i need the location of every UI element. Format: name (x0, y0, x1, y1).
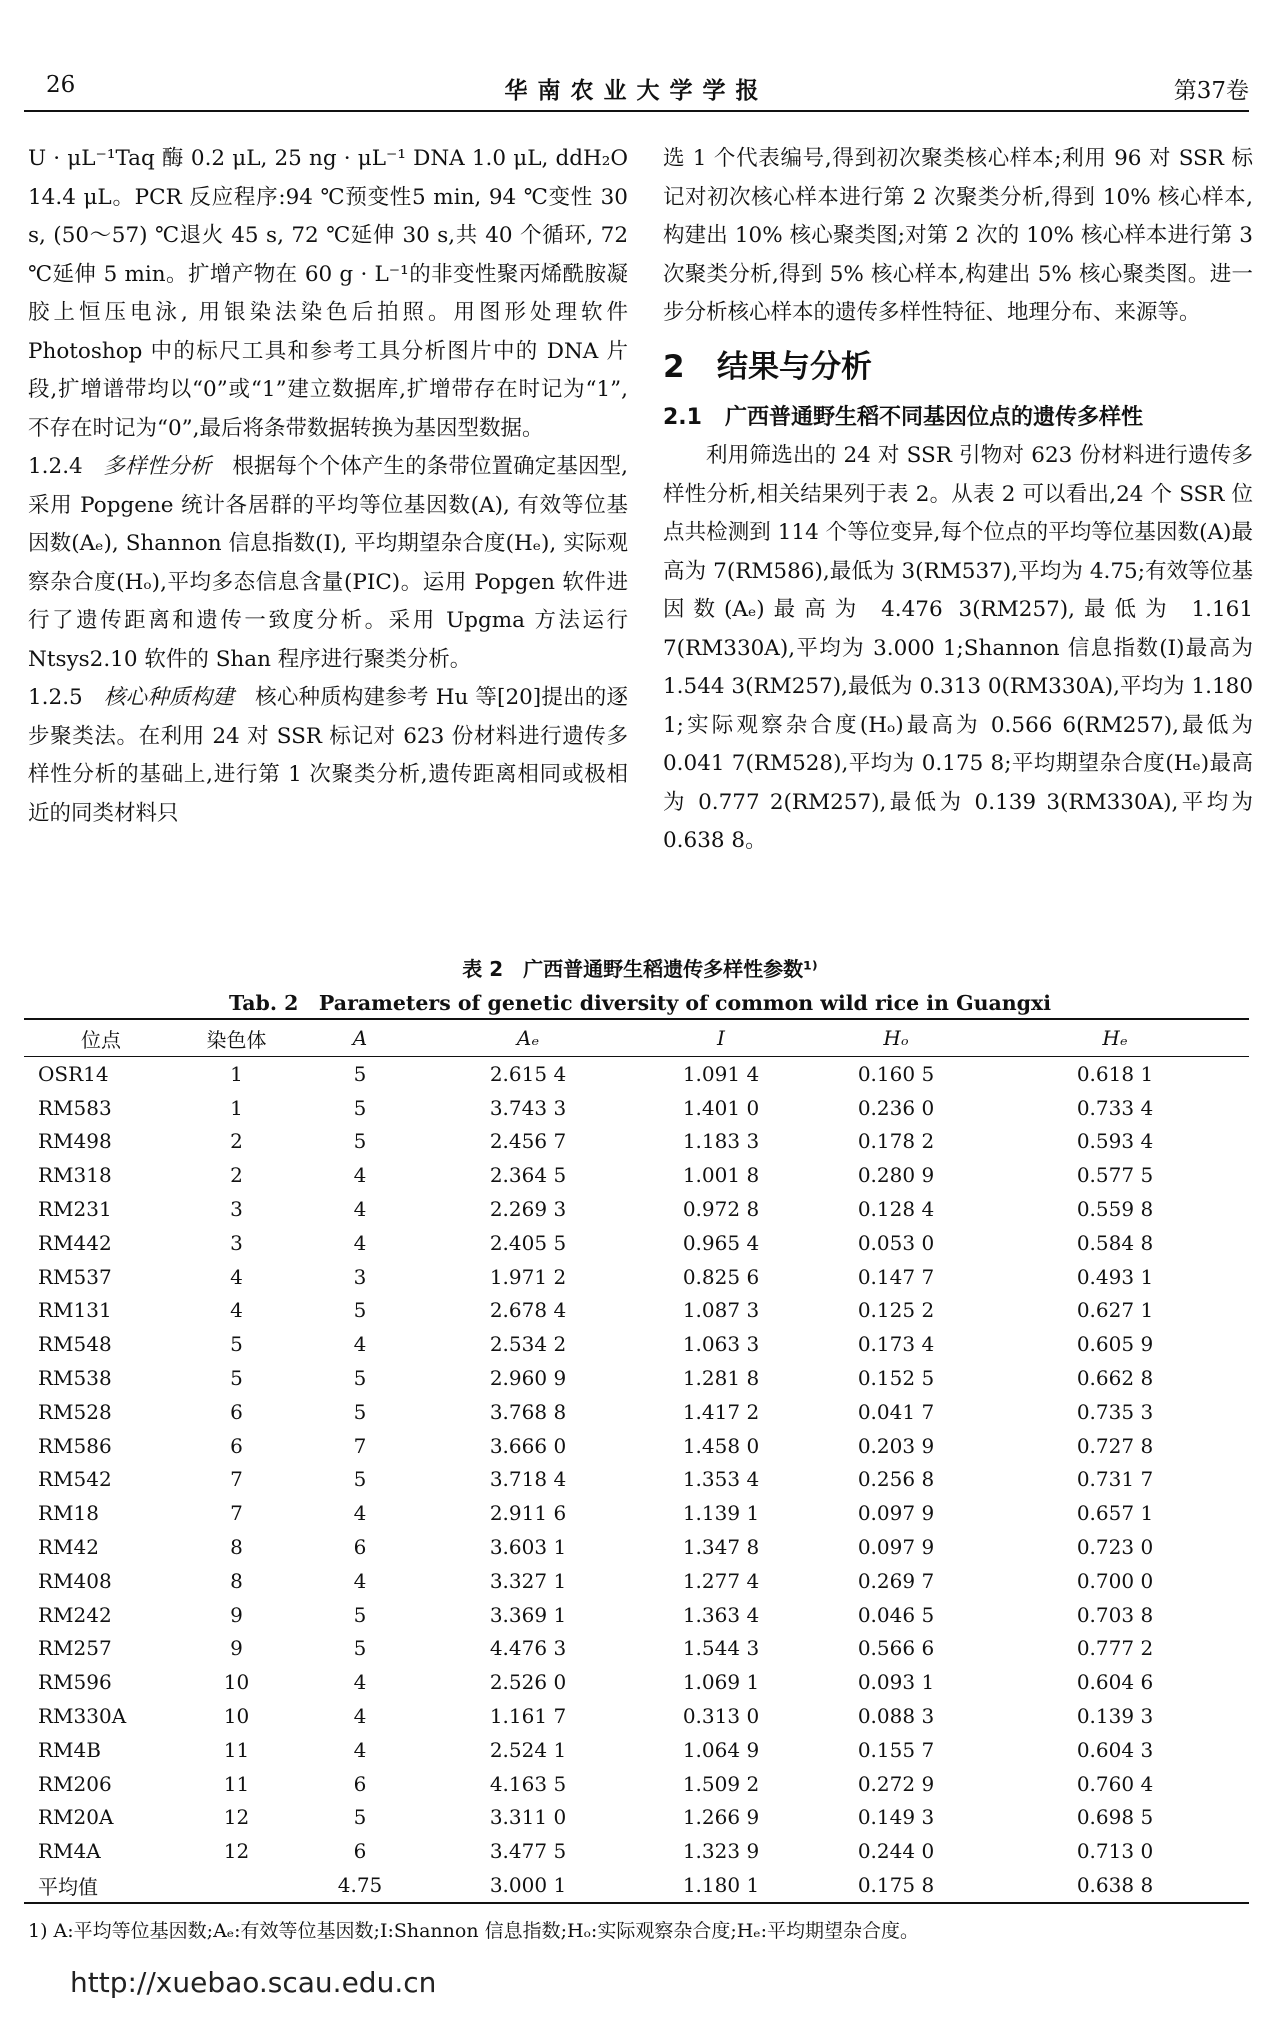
table-cell: 1.180 1 (682, 1873, 760, 1898)
table-cell: RM257 (38, 1636, 112, 1661)
table-cell: 1.183 3 (682, 1129, 760, 1154)
section-2-heading (663, 347, 1253, 387)
table-cell: 0.236 0 (857, 1095, 935, 1120)
table-cell: 4 (353, 1737, 367, 1762)
table-cell: 0.203 9 (857, 1433, 935, 1458)
table-row (24, 1192, 1249, 1226)
table-cell: 0.097 9 (857, 1535, 935, 1560)
table-cell: 0.657 1 (1076, 1501, 1154, 1526)
table-row (24, 1226, 1249, 1260)
table-cell: 4.163 5 (489, 1771, 567, 1796)
table-cell: 0.662 8 (1076, 1366, 1154, 1391)
table-cell: 7 (230, 1501, 243, 1526)
table-row (24, 1868, 1249, 1903)
table-cell: 1.417 2 (682, 1399, 760, 1424)
table-row (24, 1530, 1249, 1564)
table-row (24, 1158, 1249, 1192)
table-row (24, 1496, 1249, 1530)
table-cell: RM408 (38, 1568, 112, 1593)
table-cell: RM538 (38, 1366, 112, 1391)
table-cell: 4.75 (337, 1873, 383, 1898)
table-cell: 3.666 0 (489, 1433, 567, 1458)
section-1-2-5 (28, 679, 628, 833)
table-cell: 0.097 9 (857, 1501, 935, 1526)
table-cell: 0.723 0 (1076, 1535, 1154, 1560)
table-cell: 5 (230, 1332, 243, 1357)
table-cell: 3 (230, 1230, 243, 1255)
section-number: 2 (663, 348, 685, 385)
table-cell: 3.477 5 (489, 1839, 567, 1864)
table-cell: 6 (230, 1399, 243, 1424)
table-row (24, 1057, 1249, 1091)
table-cell: 2 (230, 1129, 243, 1154)
table-cell: 0.175 8 (857, 1873, 935, 1898)
table-cell: 1.277 4 (682, 1568, 760, 1593)
section-number: 1.2.5 (28, 685, 83, 710)
col-header-i: I (717, 1026, 725, 1050)
table-cell: 1.544 3 (682, 1636, 760, 1661)
table-cell: 0.733 4 (1076, 1095, 1154, 1120)
table-cell: 0.965 4 (682, 1230, 760, 1255)
table-cell: 0.731 7 (1076, 1467, 1154, 1492)
table-cell: OSR14 (38, 1061, 109, 1086)
col-header-chromosome: 染色体 (206, 1027, 267, 1052)
table-row (24, 1564, 1249, 1598)
table-cell: 2.678 4 (489, 1298, 567, 1323)
table-cell: 0.713 0 (1076, 1839, 1154, 1864)
table-cell: RM586 (38, 1433, 112, 1458)
table-cell: 2.526 0 (489, 1670, 567, 1695)
table-body (24, 1057, 1249, 1903)
table-cell: RM528 (38, 1399, 112, 1424)
col-header-a: A (352, 1026, 368, 1050)
table-cell: 0.269 7 (857, 1568, 935, 1593)
table-cell: 9 (230, 1636, 243, 1661)
table-cell: RM318 (38, 1163, 112, 1188)
subsection-title: 广西普通野生稻不同基因位点的遗传多样性 (724, 404, 1143, 430)
table-cell: 3.000 1 (489, 1873, 567, 1898)
table-cell: RM42 (38, 1535, 99, 1560)
table-cell: RM242 (38, 1602, 112, 1627)
col-header-he: Hₑ (1102, 1026, 1128, 1050)
table-title-en: Tab. 2 Parameters of genetic diversity of common wild rice in Guangxi (228, 991, 1052, 1015)
table-cell: RM4B (38, 1737, 101, 1762)
table-row (24, 1327, 1249, 1361)
col-header-ae: Aₑ (516, 1026, 540, 1050)
table-cell: 4 (353, 1197, 367, 1222)
left-column (28, 140, 628, 833)
table-row (24, 1598, 1249, 1632)
table-cell: 9 (230, 1602, 243, 1627)
table-cell: RM20A (38, 1805, 114, 1830)
table-cell: 4 (353, 1501, 367, 1526)
table-cell: 8 (230, 1535, 243, 1560)
table-cell: 0.698 5 (1076, 1805, 1154, 1830)
table-cell: 0.160 5 (857, 1061, 935, 1086)
table-cell: 0.593 4 (1076, 1129, 1154, 1154)
table-cell: 0.760 4 (1076, 1771, 1154, 1796)
table-row (24, 1463, 1249, 1497)
table-cell: 1.353 4 (682, 1467, 760, 1492)
table-cell: 4 (353, 1670, 367, 1695)
table-cell: 3.369 1 (489, 1602, 567, 1627)
table-cell: 1.139 1 (682, 1501, 760, 1526)
table-cell: RM18 (38, 1501, 99, 1526)
table-row (24, 1429, 1249, 1463)
table-cell: 0.972 8 (682, 1197, 760, 1222)
table-cell: 0.272 9 (857, 1771, 935, 1796)
table-cell: 0.735 3 (1076, 1399, 1154, 1424)
table-cell: RM442 (38, 1230, 112, 1255)
table-cell: 平均值 (38, 1874, 98, 1899)
table-cell: 0.147 7 (857, 1264, 935, 1289)
section-text: 核心种质构建参考 Hu 等[20]提出的逐步聚类法。在利用 24 对 SSR 标记对 623 份材料进行遗传多样性分析的基础上,进行第 1 次聚类分析,遗传距离相同或极相近的同类材料只 (28, 685, 628, 826)
table-row (24, 1125, 1249, 1159)
header-rule (24, 110, 1249, 112)
table-cell: 0.584 8 (1076, 1230, 1154, 1255)
table-cell: 0.280 9 (857, 1163, 935, 1188)
table-title-cn: 表 2 广西普通野生稻遗传多样性参数¹⁾ (462, 957, 818, 981)
table-cell: RM583 (38, 1095, 112, 1120)
table-cell: 2.364 5 (489, 1163, 567, 1188)
table-cell: 0.559 8 (1076, 1197, 1154, 1222)
volume-label: 第37卷 (1173, 78, 1249, 104)
table-cell: 0.605 9 (1076, 1332, 1154, 1357)
table-cell: 0.825 6 (682, 1264, 760, 1289)
table-cell: 1.063 3 (682, 1332, 760, 1357)
table-cell: 0.313 0 (682, 1704, 760, 1729)
table-cell: 0.152 5 (857, 1366, 935, 1391)
table-cell: 1.971 2 (489, 1264, 567, 1289)
section-title: 结果与分析 (716, 348, 872, 385)
table-cell: 4.476 3 (489, 1636, 567, 1661)
table-cell: 1 (230, 1095, 243, 1120)
table-cell: 0.139 3 (1076, 1704, 1154, 1729)
table-cell: 0.618 1 (1076, 1061, 1154, 1086)
table-cell: 0.125 2 (857, 1298, 935, 1323)
section-1-2-4 (28, 448, 628, 679)
section-text: 根据每个个体产生的条带位置确定基因型,采用 Popgene 统计各居群的平均等位基因数(A), 有效等位基因数(Aₑ), Shannon 信息指数(I), 平均期望杂合度(Hₑ), 实际观察杂合度(Hₒ),平均多态信息含量(PIC)。运用 Popgen 软件进行了遗传距离和遗传一致度分析。采用 Upgma 方法运行 Ntsys2.10 软件的 Shan 程序进行聚类分析。 (28, 454, 628, 672)
table-cell: 3.718 4 (489, 1467, 567, 1492)
table-cell: 4 (353, 1163, 367, 1188)
table-cell: 0.178 2 (857, 1129, 935, 1154)
table-cell: 5 (353, 1366, 367, 1391)
table-cell: 6 (353, 1771, 367, 1796)
table-cell: 2.615 4 (489, 1061, 567, 1086)
table-row (24, 1091, 1249, 1125)
table-cell: 4 (353, 1704, 367, 1729)
table-cell: 5 (353, 1399, 367, 1424)
table-cell: 2.269 3 (489, 1197, 567, 1222)
section-title: 多样性分析 (103, 454, 212, 479)
table-cell: 1.458 0 (682, 1433, 760, 1458)
table-cell: 4 (230, 1298, 243, 1323)
page-header (24, 72, 1249, 112)
table-cell: 10 (223, 1670, 250, 1695)
table-cell: 7 (230, 1467, 243, 1492)
table-cell: RM542 (38, 1467, 112, 1492)
table-cell: RM498 (38, 1129, 112, 1154)
table-cell: 4 (353, 1332, 367, 1357)
right-column (663, 140, 1253, 861)
table-cell: 3.311 0 (489, 1805, 567, 1830)
table-cell: 0.088 3 (857, 1704, 935, 1729)
table-cell: 1.323 9 (682, 1839, 760, 1864)
table-cell: 1.266 9 (682, 1805, 760, 1830)
table-cell: 0.093 1 (857, 1670, 935, 1695)
subsection-2-1-text: 利用筛选出的 24 对 SSR 引物对 623 份材料进行遗传多样性分析,相关结果列于表 2。从表 2 可以看出,24 个 SSR 位点共检测到 114 个等位变异,每个位点的平均等位基因数(A)最高为 7(RM586),最低为 3(RM537),平均为 4.75;有效等位基因数(Aₑ)最高为 4.476 3(RM257),最低为 1.161 7(RM330A),平均为 3.000 1;Shannon 信息指数(I)最高为 1.544 3(RM257),最低为 0.313 0(RM330A),平均为 1.180 1;实际观察杂合度(Hₒ)最高为 0.566 6(RM257),最低为 0.041 7(RM528),平均为 0.175 8;平均期望杂合度(Hₑ)最高为 0.777 2(RM257),最低为 0.139 3(RM330A),平均为 0.638 8。 (663, 443, 1253, 853)
table-cell: 3 (353, 1264, 367, 1289)
table-cell: RM231 (38, 1197, 112, 1222)
table-cell: 1.091 4 (682, 1061, 760, 1086)
table-cell: 1 (230, 1061, 243, 1086)
col-header-locus: 位点 (81, 1027, 121, 1052)
table-cell: 5 (353, 1129, 367, 1154)
table-cell: 2.524 1 (489, 1737, 567, 1762)
table-cell: 4 (353, 1230, 367, 1255)
table-cell: 10 (223, 1704, 250, 1729)
table-cell: 0.149 3 (857, 1805, 935, 1830)
page-number: 26 (46, 72, 76, 98)
table-row (24, 1767, 1249, 1801)
table-cell: 1.001 8 (682, 1163, 760, 1188)
table-cell: 3.327 1 (489, 1568, 567, 1593)
table-cell: 7 (353, 1433, 367, 1458)
table-cell: 0.046 5 (857, 1602, 935, 1627)
pcr-paragraph: U · μL⁻¹Taq 酶 0.2 μL, 25 ng · μL⁻¹ DNA 1.0 μL, ddH₂O 14.4 μL。PCR 反应程序:94 ℃预变性5 min, 94 ℃变性 30 s, (50～57) ℃退火 45 s, 72 ℃延伸 30 s,共 40 个循环, 72 ℃延伸 5 min。扩增产物在 60 g · L⁻¹的非变性聚丙烯酰胺凝胶上恒压电泳, 用银染法染色后拍照。用图形处理软件 Photoshop 中的标尺工具和参考工具分析图片中的 DNA 片段,扩增谱带均以“0”或“1”建立数据库,扩增带存在时记为“1”,不存在时记为“0”,最后将条带数据转换为基因型数据。 (28, 146, 628, 441)
table-cell: 2.534 2 (489, 1332, 567, 1357)
table-cell: 5 (353, 1467, 367, 1492)
table-cell: 3.768 8 (489, 1399, 567, 1424)
table-cell: 12 (223, 1805, 250, 1830)
table-row (24, 1801, 1249, 1835)
table-cell: 0.604 6 (1076, 1670, 1154, 1695)
table-cell: 4 (353, 1568, 367, 1593)
table-cell: 3 (230, 1197, 243, 1222)
table-cell: 0.627 1 (1076, 1298, 1154, 1323)
table-cell: RM206 (38, 1771, 112, 1796)
table-cell: 12 (223, 1839, 250, 1864)
table-cell: 1.281 8 (682, 1366, 760, 1391)
table-cell: RM548 (38, 1332, 112, 1357)
table-cell: 5 (353, 1602, 367, 1627)
table-cell: 5 (353, 1805, 367, 1830)
table-cell: 4 (230, 1264, 243, 1289)
table-cell: 1.363 4 (682, 1602, 760, 1627)
section-title: 核心种质构建 (103, 685, 235, 710)
table-cell: 2.405 5 (489, 1230, 567, 1255)
table-cell: 0.173 4 (857, 1332, 935, 1357)
table-cell: 0.604 3 (1076, 1737, 1154, 1762)
table-cell: 1.509 2 (682, 1771, 760, 1796)
table-cell: 0.777 2 (1076, 1636, 1154, 1661)
table-cell: 1.064 9 (682, 1737, 760, 1762)
table-cell: RM4A (38, 1839, 101, 1864)
genetic-diversity-table (24, 1018, 1249, 1904)
section-number: 1.2.4 (28, 454, 83, 479)
table-cell: 2.911 6 (489, 1501, 567, 1526)
table-row (24, 1834, 1249, 1868)
subsection-2-1-heading (663, 399, 1253, 438)
table-cell: 5 (353, 1061, 367, 1086)
table-cell: 0.244 0 (857, 1839, 935, 1864)
table-cell: RM596 (38, 1670, 112, 1695)
table-row (24, 1632, 1249, 1666)
table-cell: 6 (353, 1535, 367, 1560)
table-row (24, 1361, 1249, 1395)
table-cell: 0.053 0 (857, 1230, 935, 1255)
table-cell: 0.727 8 (1076, 1433, 1154, 1458)
table-cell: 6 (230, 1433, 243, 1458)
table-cell: 1.069 1 (682, 1670, 760, 1695)
table-cell: 2 (230, 1163, 243, 1188)
table-row (24, 1665, 1249, 1699)
table-cell: 1.087 3 (682, 1298, 760, 1323)
subsection-number: 2.1 (663, 404, 702, 430)
continuation-paragraph: 选 1 个代表编号,得到初次聚类核心样本;利用 96 对 SSR 标记对初次核心样本进行第 2 次聚类分析,得到 10% 核心样本,构建出 10% 核心聚类图;对第 2 次的 10% 核心样本进行第 3 次聚类分析,得到 5% 核心样本,构建出 5% 核心聚类图。进一步分析核心样本的遗传多样性特征、地理分布、来源等。 (663, 146, 1253, 325)
table-cell (178, 1868, 295, 1903)
table-cell: 0.128 4 (857, 1197, 935, 1222)
table-cell: 8 (230, 1568, 243, 1593)
table-row (24, 1733, 1249, 1767)
table-cell: 0.041 7 (857, 1399, 935, 1424)
table-cell: 0.493 1 (1076, 1264, 1154, 1289)
table-cell: 0.256 8 (857, 1467, 935, 1492)
table-cell: 11 (223, 1737, 250, 1762)
table-cell: 2.456 7 (489, 1129, 567, 1154)
table-cell: 0.638 8 (1076, 1873, 1154, 1898)
table-cell: 5 (353, 1636, 367, 1661)
table-cell: 3.603 1 (489, 1535, 567, 1560)
table-cell: 1.161 7 (489, 1704, 567, 1729)
journal-url: http://xuebao.scau.edu.cn (70, 1966, 437, 1999)
table-cell: 0.703 8 (1076, 1602, 1154, 1627)
table-cell: 6 (353, 1839, 367, 1864)
table-row (24, 1260, 1249, 1294)
journal-title: 华南农业大学学报 (504, 78, 769, 104)
table-cell: RM330A (38, 1704, 127, 1729)
table-cell: 0.577 5 (1076, 1163, 1154, 1188)
table-cell: 3.743 3 (489, 1095, 567, 1120)
col-header-ho: Hₒ (883, 1026, 909, 1050)
table-cell: 11 (223, 1771, 250, 1796)
table-footnote: 1) A:平均等位基因数;Aₑ:有效等位基因数;I:Shannon 信息指数;Hₒ:实际观察杂合度;Hₑ:平均期望杂合度。 (28, 1920, 920, 1942)
table-cell: 0.566 6 (857, 1636, 935, 1661)
table-cell: 2.960 9 (489, 1366, 567, 1391)
table-cell: 1.401 0 (682, 1095, 760, 1120)
table-cell: 5 (353, 1298, 367, 1323)
table-cell: 0.155 7 (857, 1737, 935, 1762)
table-cell: 1.347 8 (682, 1535, 760, 1560)
table-cell: RM131 (38, 1298, 112, 1323)
table-row (24, 1699, 1249, 1733)
table-cell: 5 (353, 1095, 367, 1120)
table-row (24, 1294, 1249, 1328)
table-row (24, 1395, 1249, 1429)
table-header-row (24, 1019, 1249, 1057)
table-cell: 5 (230, 1366, 243, 1391)
table-cell: 0.700 0 (1076, 1568, 1154, 1593)
table-cell: RM537 (38, 1264, 112, 1289)
